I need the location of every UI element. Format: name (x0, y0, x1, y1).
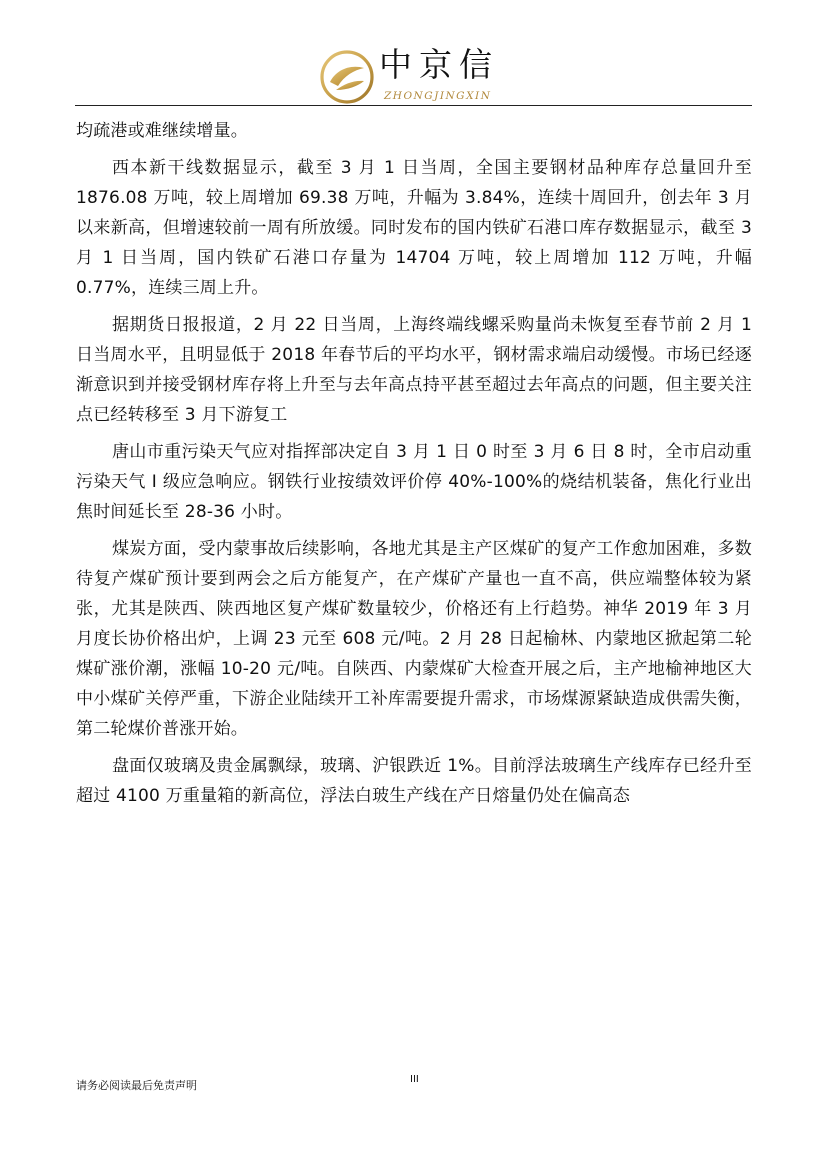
paragraph-3: 据期货日报报道，2 月 22 日当周，上海终端线螺采购量尚未恢复至春节前 2 月 1 日当周水平，且明显低于 2018 年春节后的平均水平，钢材需求端启动缓慢。市场已经逐渐意识到并接受钢材库存将上升至与去年高点持平甚至超过去年高点的问题，但主要关注点已经转移至 3 月下游复工 (76, 315, 752, 425)
disclaimer-note: 请务必阅读最后免责声明 (76, 1079, 197, 1092)
report-body (76, 116, 752, 811)
paragraph-4: 唐山市重污染天气应对指挥部决定自 3 月 1 日 0 时至 3 月 6 日 8 时，全市启动重污染天气 I 级应急响应。钢铁行业按绩效评价停 40%-100%的烧结机装备，焦化行业出焦时间延长至 28-36 小时。 (76, 442, 752, 522)
paragraph-1: 均疏港或难继续增量。 (76, 121, 248, 141)
page-header (0, 0, 827, 112)
paragraph-5: 煤炭方面，受内蒙事故后续影响，各地尤其是主产区煤矿的复产工作愈加困难，多数待复产煤矿预计要到两会之后方能复产，在产煤矿产量也一直不高，供应端整体较为紧张，尤其是陕西、陕西地区复产煤矿数量较少，价格还有上行趋势。神华 2019 年 3 月月度长协价格出炉，上调 23 元至 608 元/吨。2 月 28 日起榆林、内蒙地区掀起第二轮煤矿涨价潮，涨幅 10-20 元/吨。自陕西、内蒙煤矿大检查开展之后，主产地榆神地区大中小煤矿关停严重，下游企业陆续开工补库需要提升需求，市场煤源紧缺造成供需失衡，第二轮煤价普涨开始。 (76, 539, 752, 739)
brand-pinyin: ZHONGJINGXIN (384, 90, 492, 102)
zhongjingxin-logo-icon (320, 50, 374, 104)
paragraph-6: 盘面仅玻璃及贵金属飘绿，玻璃、沪银跌近 1%。目前浮法玻璃生产线库存已经升至超过 4100 万重量箱的新高位，浮法白玻生产线在产日熔量仍处在偏高态 (76, 756, 752, 806)
page-footer (0, 1071, 827, 1101)
brand-name: 中京信 (379, 45, 499, 84)
header-divider (75, 105, 752, 106)
page-number: III (410, 1074, 419, 1085)
paragraph-2: 西本新干线数据显示，截至 3 月 1 日当周，全国主要钢材品种库存总量回升至 1876.08 万吨，较上周增加 69.38 万吨，升幅为 3.84%，连续十周回升，创去年 3 月以来新高，但增速较前一周有所放缓。同时发布的国内铁矿石港口库存数据显示，截至 3 月 1 日当周，国内铁矿石港口存量为 14704 万吨，较上周增加 112 万吨，升幅 0.77%，连续三周上升。 (76, 158, 752, 298)
